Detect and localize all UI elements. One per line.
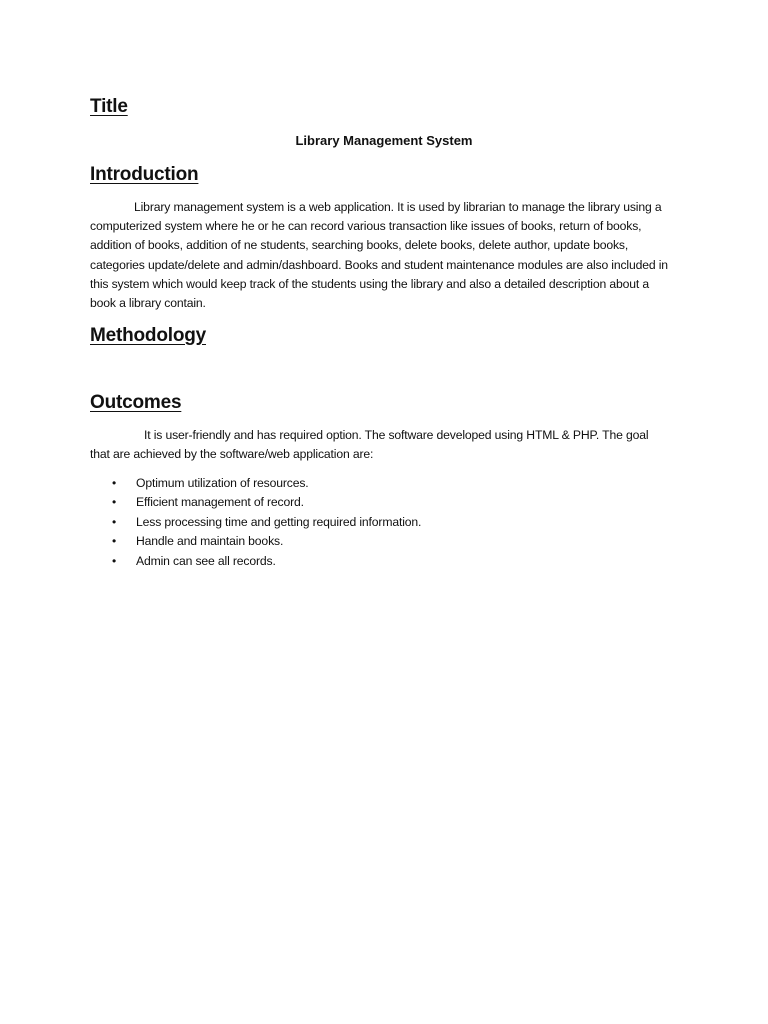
bullet-icon: • (112, 534, 117, 549)
list-item-text: Less processing time and getting required information. (136, 514, 422, 529)
methodology-heading: Methodology (90, 325, 207, 346)
introduction-heading: Introduction (90, 164, 199, 185)
list-item (112, 493, 421, 512)
list-item (112, 552, 421, 571)
outcomes-paragraph: It is user-friendly and has required option. The software developed using HTML & PHP. The goal that are achieved by the software/web application are: (90, 428, 649, 462)
list-item (112, 513, 421, 532)
bullet-icon: • (112, 476, 117, 490)
list-item-text: Admin can see all records. (136, 553, 276, 568)
title-heading: Title (90, 96, 128, 117)
list-item (112, 474, 421, 493)
list-item-text: Efficient management of record. (136, 495, 304, 510)
bullet-icon: • (112, 553, 117, 568)
list-item-text: Handle and maintain books. (136, 534, 284, 549)
list-item-text: Optimum utilization of resources. (136, 476, 309, 490)
introduction-paragraph: Library management system is a web application. It is used by librarian to manage the library using a computerized system where he or he can record various transaction like issues of books, return of books, addition of books, addition of ne students, searching books, delete books, delete author, update books, categories update/delete and admin/dashboard. Books and student maintenance modules are also included in this system which would keep track of the students using the library and also a detailed description about a book a library contain. (90, 200, 668, 311)
outcomes-heading: Outcomes (90, 392, 182, 413)
bullet-icon: • (112, 514, 117, 529)
bullet-icon: • (112, 495, 117, 510)
outcomes-list (112, 474, 421, 571)
document-title: Library Management System (295, 133, 473, 148)
list-item (112, 532, 421, 551)
